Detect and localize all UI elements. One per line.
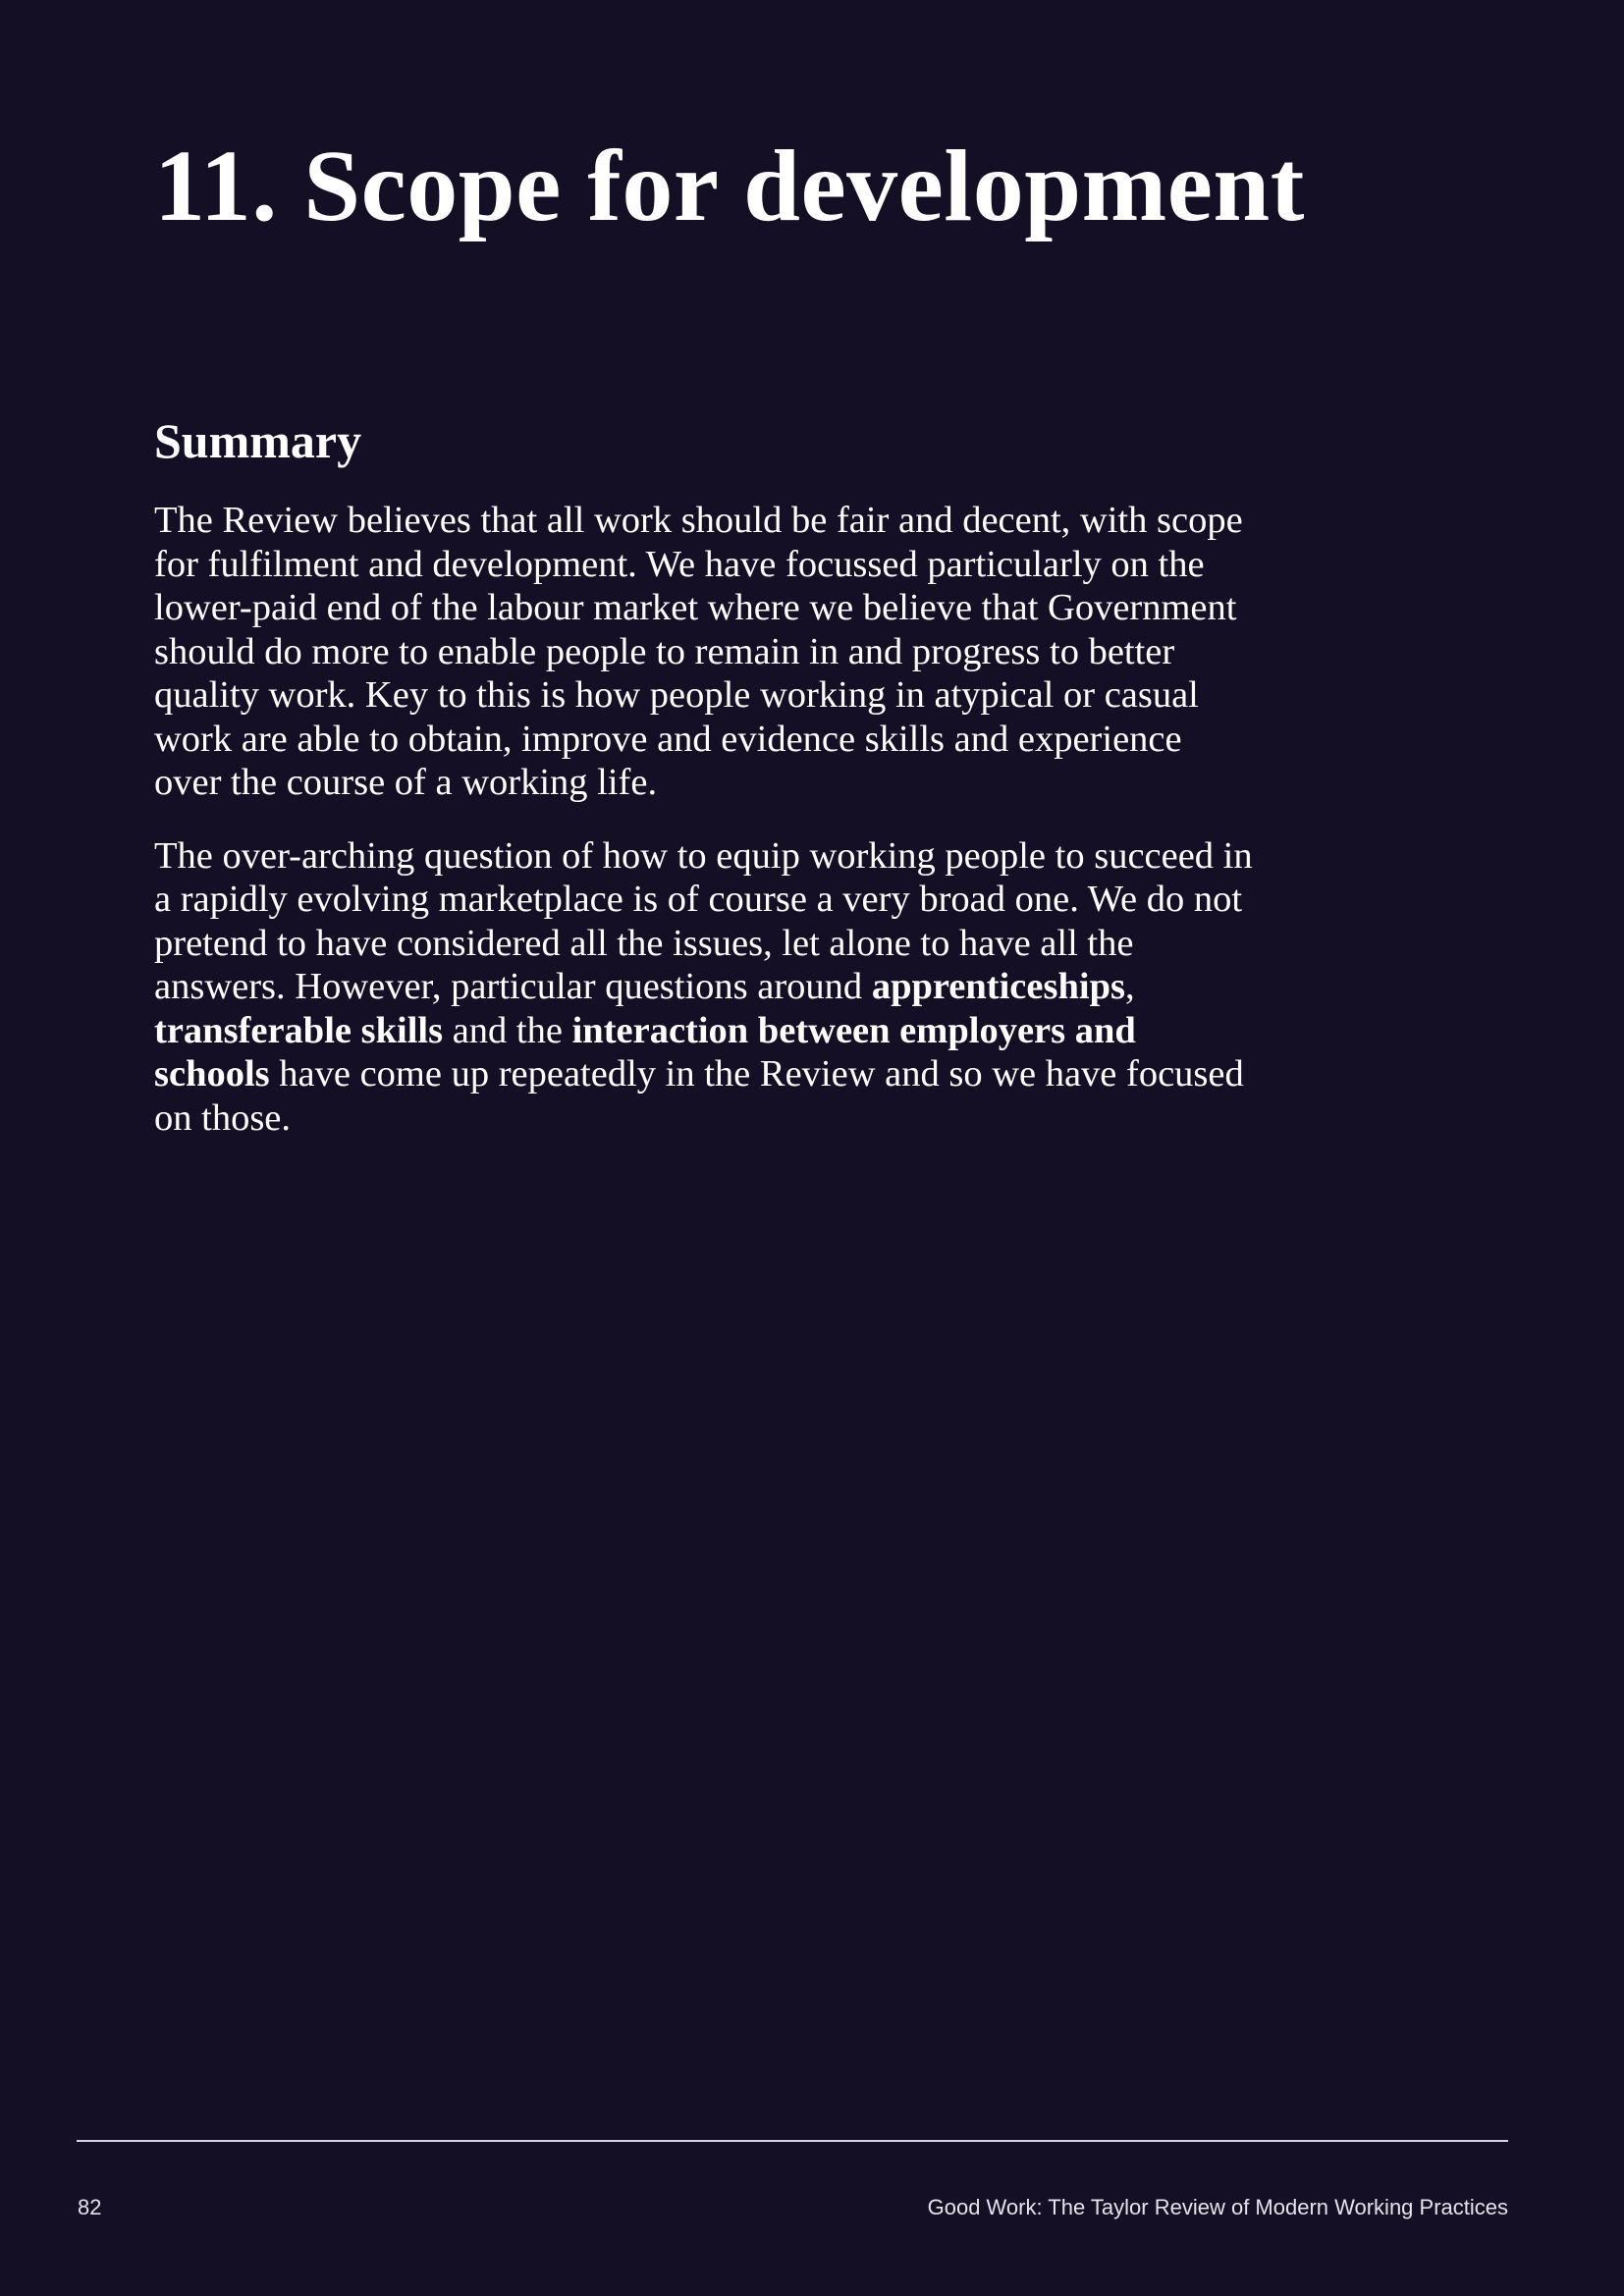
paragraph-2-text: The over-arching question of how to equip working people to succeed in a rapidly evolving marketplace is of course a very broad one. We do not pretend to have considered all the issues, let alone to have all the answers. However, particular questions around [154,834,1253,1007]
summary-paragraph-1: The Review believes that all work should be fair and decent, with scope for fulfilment and development. We have focussed particularly on the lower-paid end of the labour market where we believe that Government should do more to enable people to remain in and progress to better quality work. Key to this is how people working in atypical or casual work are able to obtain, improve and evidence skills and experience over the course of a working life. [154,500,1243,803]
footer-divider [77,2140,1508,2142]
paragraph-2-text: and the [443,1009,572,1051]
bold-apprenticeships: apprenticeships [871,966,1125,1007]
summary-heading: Summary [154,413,362,468]
bold-transferable-skills: transferable skills [154,1009,444,1051]
bold-employer-school-interaction: interaction between employers and schools [154,1009,1136,1095]
page-title: 11. Scope for development [154,130,1305,242]
page-number: 82 [78,2195,102,2219]
paragraph-2-text: have come up repeatedly in the Review and so we have focused on those. [154,1053,1244,1139]
summary-body [154,499,1254,1169]
footer-document-title: Good Work: The Taylor Review of Modern Working Practices [927,2195,1508,2219]
summary-paragraph-2 [154,834,1254,1141]
paragraph-2-text: , [1124,966,1135,1007]
